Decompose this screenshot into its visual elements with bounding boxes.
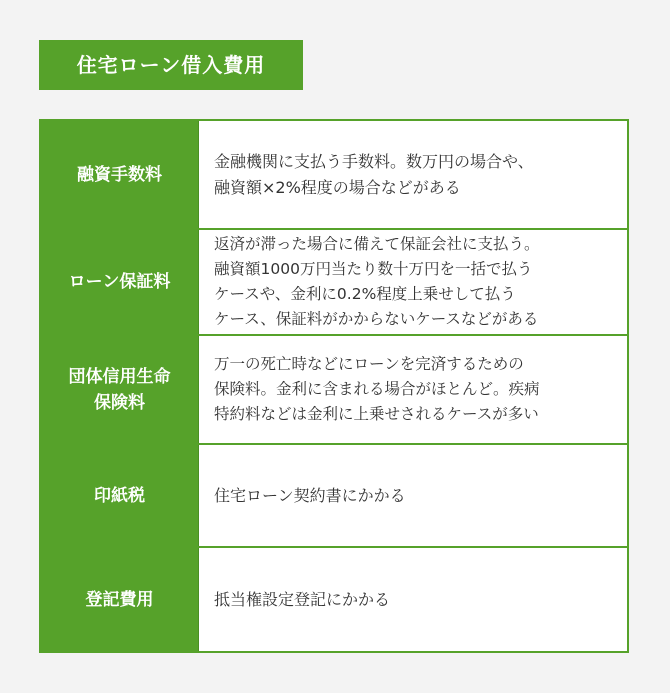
- row-description: 万一の死亡時などにローンを完済するための 保険料。金利に含まれる場合がほとんど。疾病 特約料などは金利に上乗せされるケースが多い: [214, 355, 540, 423]
- table-row-loan-fee: [41, 121, 627, 230]
- table-row-group-life-insurance: [41, 336, 627, 445]
- row-label: 印紙税: [41, 445, 199, 546]
- table-row-stamp-tax: [41, 445, 627, 548]
- page-title: 住宅ローン借入費用: [39, 40, 303, 90]
- row-description: 住宅ローン契約書にかかる: [214, 485, 406, 505]
- table-row-registration-fee: [41, 548, 627, 651]
- row-label: ローン保証料: [41, 230, 199, 334]
- row-label: 登記費用: [41, 548, 199, 651]
- row-description: 金融機関に支払う手数料。数万円の場合や、 融資額×2%程度の場合などがある: [214, 151, 534, 197]
- cost-table: [39, 119, 629, 653]
- row-label: 団体信用生命 保険料: [41, 336, 199, 443]
- row-description: 返済が滞った場合に備えて保証会社に支払う。 融資額1000万円当たり数十万円を一括で払う ケースや、金利に0.2%程度上乗せして払う ケース、保証料がかからないケースなどがある: [214, 235, 540, 328]
- row-description: 抵当権設定登記にかかる: [214, 589, 391, 609]
- table-row-guarantee-fee: [41, 230, 627, 336]
- row-label: 融資手数料: [41, 121, 199, 228]
